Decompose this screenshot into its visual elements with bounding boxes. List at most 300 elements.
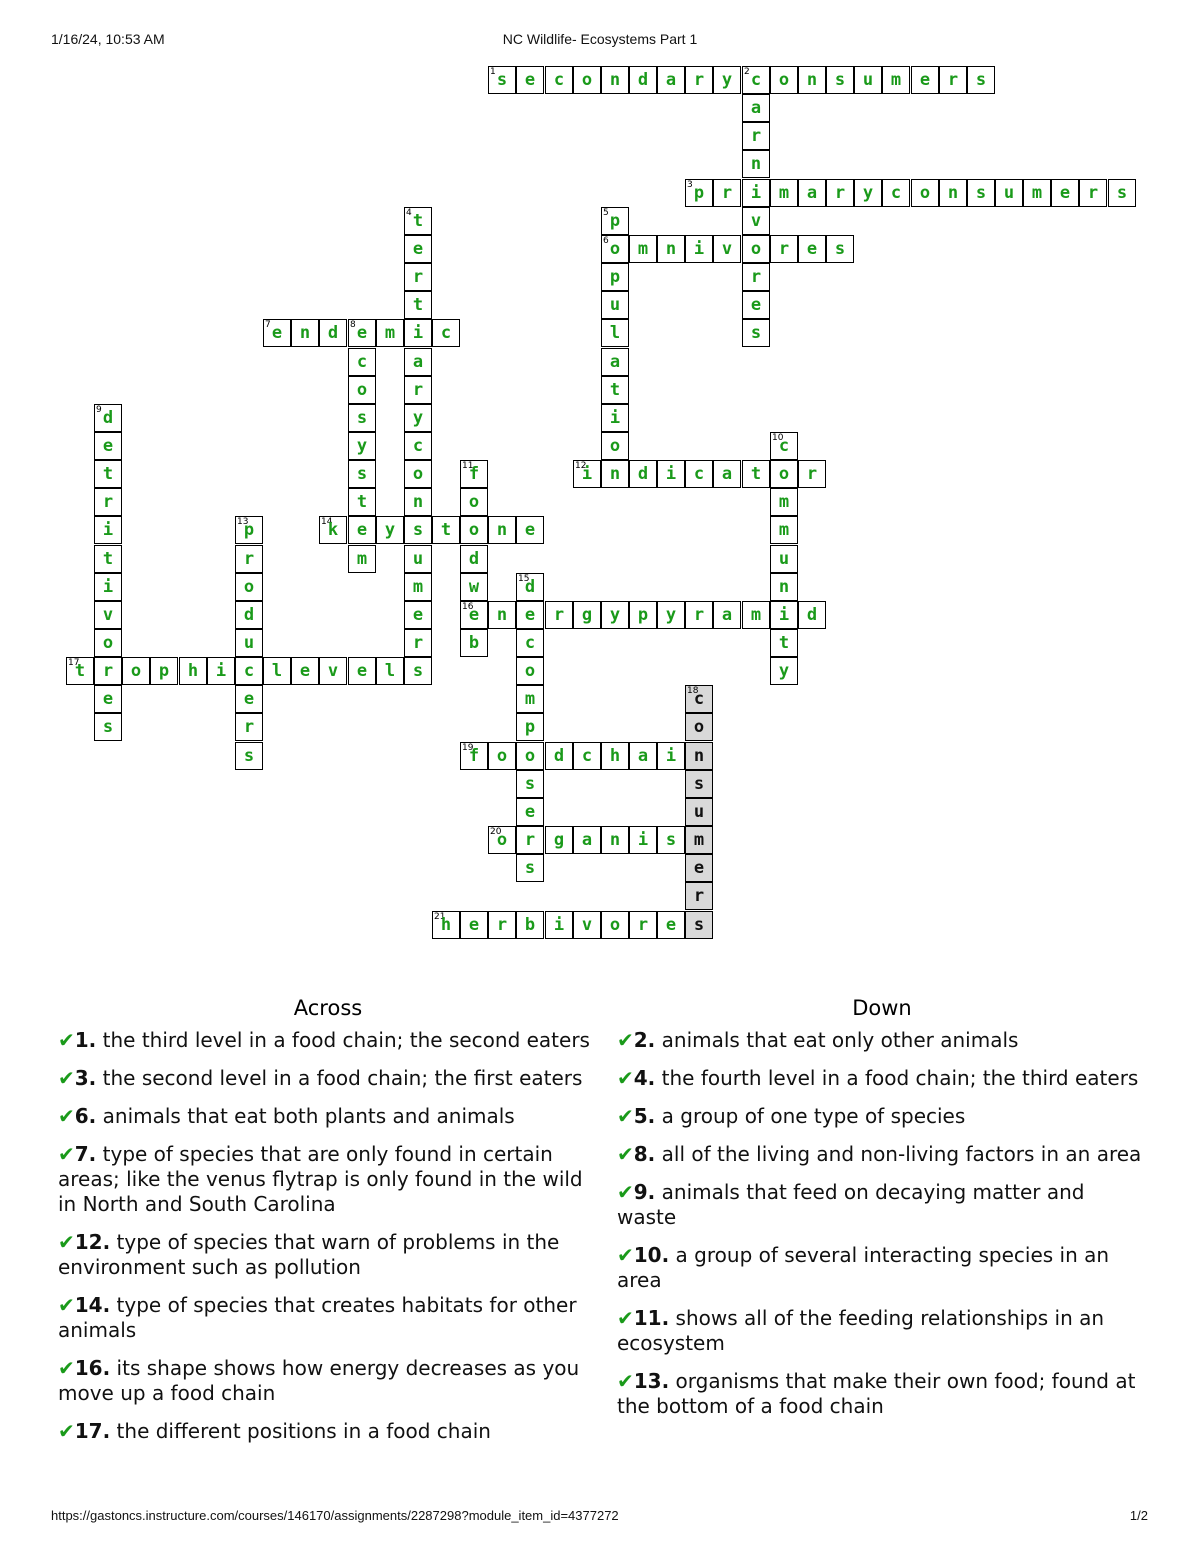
cell-letter: a	[721, 464, 733, 484]
grid-cell[interactable]	[94, 713, 122, 741]
grid-cell[interactable]	[685, 235, 713, 263]
grid-cell[interactable]	[657, 66, 685, 94]
grid-cell[interactable]	[348, 404, 376, 432]
grid-cell[interactable]	[404, 291, 432, 319]
cell-letter: i	[609, 408, 621, 428]
grid-cell[interactable]	[545, 66, 573, 94]
grid-cell[interactable]	[404, 263, 432, 291]
grid-cell[interactable]	[235, 657, 263, 685]
grid-cell[interactable]	[516, 770, 544, 798]
grid-cell[interactable]	[629, 235, 657, 263]
grid-cell[interactable]	[348, 376, 376, 404]
cell-letter: i	[778, 605, 790, 625]
grid-cell[interactable]	[601, 742, 629, 770]
grid-cell[interactable]	[404, 545, 432, 573]
grid-cell[interactable]	[404, 488, 432, 516]
grid-cell[interactable]	[516, 516, 544, 544]
grid-cell[interactable]	[967, 179, 995, 207]
grid-cell[interactable]	[770, 573, 798, 601]
grid-cell[interactable]	[488, 742, 516, 770]
grid-cell[interactable]	[488, 66, 516, 94]
cell-letter: i	[102, 577, 114, 597]
grid-cell[interactable]	[404, 235, 432, 263]
grid-cell[interactable]	[742, 207, 770, 235]
grid-cell[interactable]	[742, 94, 770, 122]
grid-cell[interactable]	[770, 516, 798, 544]
grid-cell[interactable]	[601, 263, 629, 291]
grid-cell[interactable]	[685, 460, 713, 488]
cell-letter: s	[524, 858, 536, 878]
grid-cell[interactable]	[967, 66, 995, 94]
grid-cell[interactable]	[516, 66, 544, 94]
grid-cell[interactable]	[404, 573, 432, 601]
grid-cell[interactable]	[460, 460, 488, 488]
cell-letter: r	[778, 239, 790, 259]
check-icon: ✔	[617, 1180, 634, 1204]
grid-cell[interactable]	[742, 263, 770, 291]
grid-cell[interactable]	[657, 460, 685, 488]
cell-letter: f	[468, 464, 480, 484]
grid-cell[interactable]	[685, 911, 713, 939]
grid-cell[interactable]	[460, 601, 488, 629]
clue-text: type of species that are only found in certain areas; like the venus flytrap is only found in the wild in North and South Carolina	[58, 1142, 583, 1216]
grid-cell[interactable]	[770, 66, 798, 94]
grid-cell[interactable]	[488, 826, 516, 854]
across-clue	[58, 1142, 598, 1217]
cell-letter: r	[721, 183, 733, 203]
cell-letter: a	[806, 183, 818, 203]
across-clue	[58, 1104, 598, 1129]
grid-cell[interactable]	[516, 854, 544, 882]
grid-cell[interactable]	[545, 826, 573, 854]
grid-cell[interactable]	[798, 235, 826, 263]
grid-cell[interactable]	[235, 545, 263, 573]
cell-letter: s	[975, 183, 987, 203]
cell-letter: n	[609, 830, 621, 850]
clue-text: a group of one type of species	[655, 1104, 966, 1128]
grid-cell[interactable]	[911, 179, 939, 207]
grid-cell[interactable]	[516, 601, 544, 629]
grid-cell[interactable]	[516, 657, 544, 685]
check-icon: ✔	[58, 1356, 75, 1380]
grid-cell[interactable]	[629, 826, 657, 854]
grid-cell[interactable]	[404, 207, 432, 235]
grid-cell[interactable]	[291, 657, 319, 685]
cell-letter: e	[468, 915, 480, 935]
grid-cell[interactable]	[826, 235, 854, 263]
page-url: https://gastoncs.instructure.com/courses/146170/assignments/2287298?module_item_id=4377272	[51, 1508, 619, 1523]
grid-cell[interactable]	[657, 742, 685, 770]
grid-cell[interactable]	[742, 460, 770, 488]
grid-cell[interactable]	[629, 742, 657, 770]
grid-cell[interactable]	[601, 432, 629, 460]
cell-letter: y	[665, 605, 677, 625]
grid-cell[interactable]	[94, 685, 122, 713]
grid-cell[interactable]	[516, 798, 544, 826]
cell-letter: e	[919, 70, 931, 90]
grid-cell[interactable]	[685, 713, 713, 741]
grid-cell[interactable]	[263, 319, 291, 347]
grid-cell[interactable]	[713, 460, 741, 488]
grid-cell[interactable]	[348, 545, 376, 573]
clue-number: 6.	[74, 1104, 97, 1128]
grid-cell[interactable]	[685, 826, 713, 854]
grid-cell[interactable]	[404, 460, 432, 488]
grid-cell[interactable]	[798, 601, 826, 629]
cell-letter: d	[468, 549, 480, 569]
grid-cell[interactable]	[94, 657, 122, 685]
grid-cell[interactable]	[348, 319, 376, 347]
cell-letter: d	[637, 464, 649, 484]
cell-letter: o	[778, 70, 790, 90]
clue-number: 9.	[633, 1180, 656, 1204]
grid-cell[interactable]	[685, 770, 713, 798]
grid-cell[interactable]	[179, 657, 207, 685]
grid-cell[interactable]	[911, 66, 939, 94]
grid-cell[interactable]	[94, 404, 122, 432]
grid-cell[interactable]	[685, 882, 713, 910]
check-icon: ✔	[58, 1142, 75, 1166]
grid-cell[interactable]	[404, 376, 432, 404]
grid-cell[interactable]	[601, 235, 629, 263]
clue-text: the second level in a food chain; the first eaters	[96, 1066, 583, 1090]
grid-cell[interactable]	[348, 460, 376, 488]
grid-cell[interactable]	[94, 601, 122, 629]
grid-cell[interactable]	[995, 179, 1023, 207]
cell-letter: s	[243, 746, 255, 766]
clue-text: animals that feed on decaying matter and waste	[617, 1180, 1085, 1229]
cell-letter: m	[693, 830, 705, 850]
grid-cell[interactable]	[404, 319, 432, 347]
clue-text: organisms that make their own food; found at the bottom of a food chain	[617, 1369, 1136, 1418]
grid-cell[interactable]	[685, 854, 713, 882]
grid-cell[interactable]	[94, 629, 122, 657]
grid-cell[interactable]	[432, 319, 460, 347]
cell-letter: d	[806, 605, 818, 625]
grid-cell[interactable]	[601, 376, 629, 404]
grid-cell[interactable]	[770, 629, 798, 657]
grid-cell[interactable]	[742, 150, 770, 178]
grid-cell[interactable]	[573, 911, 601, 939]
grid-cell[interactable]	[235, 713, 263, 741]
grid-cell[interactable]	[601, 207, 629, 235]
grid-cell[interactable]	[235, 742, 263, 770]
cell-letter: r	[947, 70, 959, 90]
grid-cell[interactable]	[629, 460, 657, 488]
grid-cell[interactable]	[348, 348, 376, 376]
clue-number: 3	[687, 180, 693, 190]
grid-cell[interactable]	[488, 911, 516, 939]
cell-letter: u	[609, 295, 621, 315]
grid-cell[interactable]	[404, 348, 432, 376]
grid-cell[interactable]	[150, 657, 178, 685]
grid-cell[interactable]	[460, 742, 488, 770]
cell-letter: e	[524, 520, 536, 540]
grid-cell[interactable]	[685, 685, 713, 713]
grid-cell[interactable]	[460, 911, 488, 939]
cell-letter: h	[440, 915, 452, 935]
grid-cell[interactable]	[882, 179, 910, 207]
grid-cell[interactable]	[601, 404, 629, 432]
grid-cell[interactable]	[516, 713, 544, 741]
grid-cell[interactable]	[770, 545, 798, 573]
grid-cell[interactable]	[94, 432, 122, 460]
grid-cell[interactable]	[319, 319, 347, 347]
grid-cell[interactable]	[460, 573, 488, 601]
grid-cell[interactable]	[94, 460, 122, 488]
down-clue	[617, 1104, 1147, 1129]
grid-cell[interactable]	[601, 66, 629, 94]
grid-cell[interactable]	[742, 319, 770, 347]
grid-cell[interactable]	[235, 516, 263, 544]
grid-cell[interactable]	[798, 179, 826, 207]
grid-cell[interactable]	[348, 657, 376, 685]
grid-cell[interactable]	[94, 545, 122, 573]
cell-letter: r	[412, 267, 424, 287]
cell-letter: o	[693, 717, 705, 737]
grid-cell[interactable]	[460, 488, 488, 516]
cell-letter: p	[637, 605, 649, 625]
grid-cell[interactable]	[770, 179, 798, 207]
cell-letter: t	[356, 492, 368, 512]
check-icon: ✔	[58, 1419, 75, 1443]
grid-cell[interactable]	[235, 629, 263, 657]
clue-number: 2.	[633, 1028, 656, 1052]
grid-cell[interactable]	[291, 319, 319, 347]
grid-cell[interactable]	[488, 601, 516, 629]
grid-cell[interactable]	[939, 66, 967, 94]
check-icon: ✔	[58, 1293, 75, 1317]
grid-cell[interactable]	[404, 432, 432, 460]
cell-letter: c	[524, 633, 536, 653]
grid-cell[interactable]	[742, 122, 770, 150]
clue-text: all of the living and non-living factors in an area	[655, 1142, 1142, 1166]
grid-cell[interactable]	[516, 742, 544, 770]
cell-letter: n	[750, 154, 762, 174]
clue-number: 15	[518, 574, 530, 584]
cell-letter: g	[581, 605, 593, 625]
grid-cell[interactable]	[826, 179, 854, 207]
grid-cell[interactable]	[713, 179, 741, 207]
check-icon: ✔	[617, 1142, 634, 1166]
grid-cell[interactable]	[601, 826, 629, 854]
cell-letter: s	[975, 70, 987, 90]
grid-cell[interactable]	[376, 319, 404, 347]
grid-cell[interactable]	[516, 685, 544, 713]
grid-cell[interactable]	[629, 601, 657, 629]
clue-number: 5	[603, 208, 609, 218]
grid-cell[interactable]	[1051, 179, 1079, 207]
clue-number: 12.	[74, 1230, 111, 1254]
grid-cell[interactable]	[601, 319, 629, 347]
cell-letter: y	[862, 183, 874, 203]
cell-letter: b	[468, 633, 480, 653]
cell-letter: c	[693, 689, 705, 709]
grid-cell[interactable]	[713, 601, 741, 629]
cell-letter: p	[609, 267, 621, 287]
grid-cell[interactable]	[601, 911, 629, 939]
cell-letter: c	[412, 436, 424, 456]
grid-cell[interactable]	[573, 601, 601, 629]
grid-cell[interactable]	[348, 488, 376, 516]
grid-cell[interactable]	[404, 629, 432, 657]
grid-cell[interactable]	[798, 460, 826, 488]
grid-cell[interactable]	[770, 460, 798, 488]
clue-number: 13	[237, 517, 249, 527]
clue-number: 13.	[633, 1369, 670, 1393]
clue-number: 4	[406, 208, 412, 218]
grid-cell[interactable]	[235, 601, 263, 629]
grid-cell[interactable]	[685, 179, 713, 207]
grid-cell[interactable]	[770, 432, 798, 460]
grid-cell[interactable]	[376, 516, 404, 544]
grid-cell[interactable]	[573, 826, 601, 854]
grid-cell[interactable]	[573, 66, 601, 94]
grid-cell[interactable]	[742, 66, 770, 94]
grid-cell[interactable]	[629, 66, 657, 94]
cell-letter: s	[356, 464, 368, 484]
cell-letter: v	[581, 915, 593, 935]
grid-cell[interactable]	[207, 657, 235, 685]
grid-cell[interactable]	[601, 460, 629, 488]
grid-cell[interactable]	[601, 348, 629, 376]
grid-cell[interactable]	[460, 629, 488, 657]
cell-letter: m	[778, 520, 790, 540]
grid-cell[interactable]	[460, 545, 488, 573]
grid-cell[interactable]	[713, 66, 741, 94]
grid-cell[interactable]	[854, 66, 882, 94]
grid-cell[interactable]	[545, 601, 573, 629]
grid-cell[interactable]	[488, 516, 516, 544]
cell-letter: o	[581, 70, 593, 90]
grid-cell[interactable]	[770, 601, 798, 629]
grid-cell[interactable]	[629, 911, 657, 939]
clue-text: animals that eat both plants and animals	[96, 1104, 515, 1128]
grid-cell[interactable]	[657, 911, 685, 939]
grid-cell[interactable]	[713, 235, 741, 263]
grid-cell[interactable]	[770, 488, 798, 516]
grid-cell[interactable]	[432, 911, 460, 939]
grid-cell[interactable]	[573, 460, 601, 488]
cell-letter: e	[524, 70, 536, 90]
grid-cell[interactable]	[404, 404, 432, 432]
grid-cell[interactable]	[545, 742, 573, 770]
grid-cell[interactable]	[1023, 179, 1051, 207]
grid-cell[interactable]	[742, 291, 770, 319]
cell-letter: v	[750, 211, 762, 231]
grid-cell[interactable]	[404, 601, 432, 629]
grid-cell[interactable]	[516, 826, 544, 854]
cell-letter: n	[947, 183, 959, 203]
grid-cell[interactable]	[319, 516, 347, 544]
grid-cell[interactable]	[1108, 179, 1136, 207]
page-number: 1/2	[1129, 1508, 1148, 1523]
grid-cell[interactable]	[657, 235, 685, 263]
cell-letter: c	[890, 183, 902, 203]
grid-cell[interactable]	[94, 516, 122, 544]
cell-letter: i	[581, 464, 593, 484]
grid-cell[interactable]	[601, 291, 629, 319]
grid-cell[interactable]	[685, 601, 713, 629]
cell-letter: o	[130, 661, 142, 681]
cell-letter: d	[327, 323, 339, 343]
grid-cell[interactable]	[685, 798, 713, 826]
clue-number: 11	[462, 461, 474, 471]
cell-letter: c	[553, 70, 565, 90]
grid-cell[interactable]	[516, 573, 544, 601]
cell-letter: e	[693, 858, 705, 878]
clue-text: animals that eat only other animals	[655, 1028, 1019, 1052]
grid-cell[interactable]	[545, 911, 573, 939]
cell-letter: t	[74, 661, 86, 681]
grid-cell[interactable]	[685, 742, 713, 770]
grid-cell[interactable]	[460, 516, 488, 544]
check-icon: ✔	[58, 1066, 75, 1090]
grid-cell[interactable]	[939, 179, 967, 207]
grid-cell[interactable]	[826, 66, 854, 94]
cell-letter: o	[496, 746, 508, 766]
grid-cell[interactable]	[516, 629, 544, 657]
grid-cell[interactable]	[657, 601, 685, 629]
grid-cell[interactable]	[66, 657, 94, 685]
cell-letter: w	[468, 577, 480, 597]
across-clue	[58, 1419, 598, 1444]
grid-cell[interactable]	[432, 516, 460, 544]
grid-cell[interactable]	[516, 911, 544, 939]
grid-cell[interactable]	[573, 742, 601, 770]
cell-letter: e	[412, 605, 424, 625]
grid-cell[interactable]	[404, 516, 432, 544]
clue-number: 5.	[633, 1104, 656, 1128]
grid-cell[interactable]	[235, 685, 263, 713]
cell-letter: p	[693, 183, 705, 203]
grid-cell[interactable]	[742, 179, 770, 207]
grid-cell[interactable]	[348, 432, 376, 460]
grid-cell[interactable]	[404, 657, 432, 685]
grid-cell[interactable]	[1079, 179, 1107, 207]
clue-number: 17.	[74, 1419, 111, 1443]
cell-letter: s	[102, 717, 114, 737]
grid-cell[interactable]	[770, 657, 798, 685]
cell-letter: s	[834, 70, 846, 90]
grid-cell[interactable]	[854, 179, 882, 207]
grid-cell[interactable]	[657, 826, 685, 854]
grid-cell[interactable]	[94, 488, 122, 516]
grid-cell[interactable]	[235, 573, 263, 601]
clue-text: its shape shows how energy decreases as you move up a food chain	[58, 1356, 580, 1405]
cell-letter: v	[102, 605, 114, 625]
grid-cell[interactable]	[348, 516, 376, 544]
grid-cell[interactable]	[685, 66, 713, 94]
cell-letter: r	[1087, 183, 1099, 203]
grid-cell[interactable]	[263, 657, 291, 685]
grid-cell[interactable]	[770, 235, 798, 263]
grid-cell[interactable]	[742, 235, 770, 263]
grid-cell[interactable]	[601, 601, 629, 629]
grid-cell[interactable]	[122, 657, 150, 685]
cell-letter: r	[750, 126, 762, 146]
grid-cell[interactable]	[94, 573, 122, 601]
grid-cell[interactable]	[882, 66, 910, 94]
grid-cell[interactable]	[376, 657, 404, 685]
grid-cell[interactable]	[798, 66, 826, 94]
down-heading: Down	[852, 996, 912, 1020]
across-clue	[58, 1293, 598, 1343]
grid-cell[interactable]	[742, 601, 770, 629]
cell-letter: u	[243, 633, 255, 653]
grid-cell[interactable]	[319, 657, 347, 685]
cell-letter: s	[834, 239, 846, 259]
